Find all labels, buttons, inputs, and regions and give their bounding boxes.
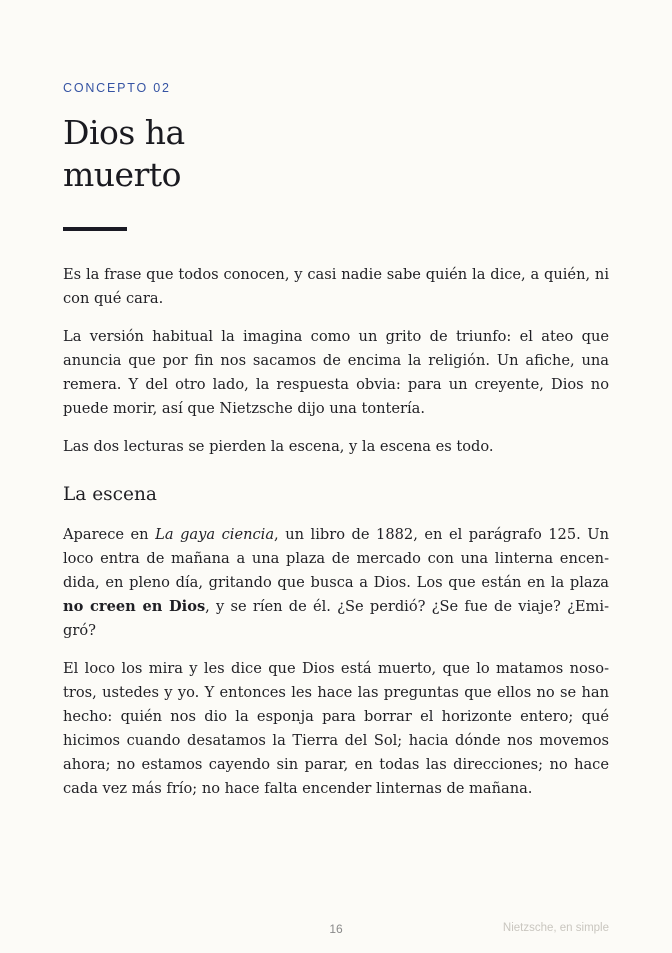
section-paragraph-1	[63, 523, 609, 643]
section-paragraph-2: El loco los mira y les dice que Dios está muerto, que lo matamos nosotros, ustedes y yo. Y entonces les hace las preguntas que ellos no se han hecho: quién nos dio la esponja para borrar el horizonte entero; qué hicimos cuando desatamos la Tierra del Sol; hacia dónde nos movemos ahora; no estamos cayendo sin parar, en todas las direcciones; no hace cada vez más frío; no hace falta encender linternas de mañana.	[63, 660, 609, 797]
section-p1-text-b: , un libro de 1882, en el parágrafo 125. Un loco entra de mañana a una plaza de mercado con una linterna encendida, en pleno día, gritando que busca a Dios. Los que están en la plaza	[63, 526, 610, 591]
intro-paragraph-3: Las dos lecturas se pierden la escena, y la escena es todo.	[63, 438, 494, 455]
page-title	[63, 112, 185, 196]
title-line-1: Dios ha	[63, 113, 185, 152]
intro-paragraph-2: La versión habitual la imagina como un grito de triunfo: el ateo que anuncia que por fin nos sacamos de encima la religión. Un afiche, una remera. Y del otro lado, la respuesta obvia: para un creyente, Dios no puede morir, así que Nietzsche dijo una tontería.	[63, 328, 609, 417]
emphasis-bold: no creen en Dios	[63, 598, 206, 615]
title-divider	[63, 227, 127, 231]
page-number: 16	[329, 922, 343, 936]
section-p1-text-c: , y se ríen de él. ¿Se perdió? ¿Se fue de viaje? ¿Emigró?	[63, 598, 609, 639]
article-body	[63, 263, 609, 815]
intro-paragraph-1: Es la frase que todos conocen, y casi nadie sabe quién la dice, a quién, ni con qué cara.	[63, 266, 609, 307]
section-heading: La escena	[63, 484, 157, 505]
section-p1-text-a: Aparece en	[63, 526, 156, 543]
book-title-italic: La gaya ciencia	[155, 526, 275, 543]
title-line-2: muerto	[63, 155, 181, 194]
running-footer-title: Nietzsche, en simple	[502, 922, 609, 934]
concept-eyebrow: CONCEPTO 02	[63, 81, 171, 95]
